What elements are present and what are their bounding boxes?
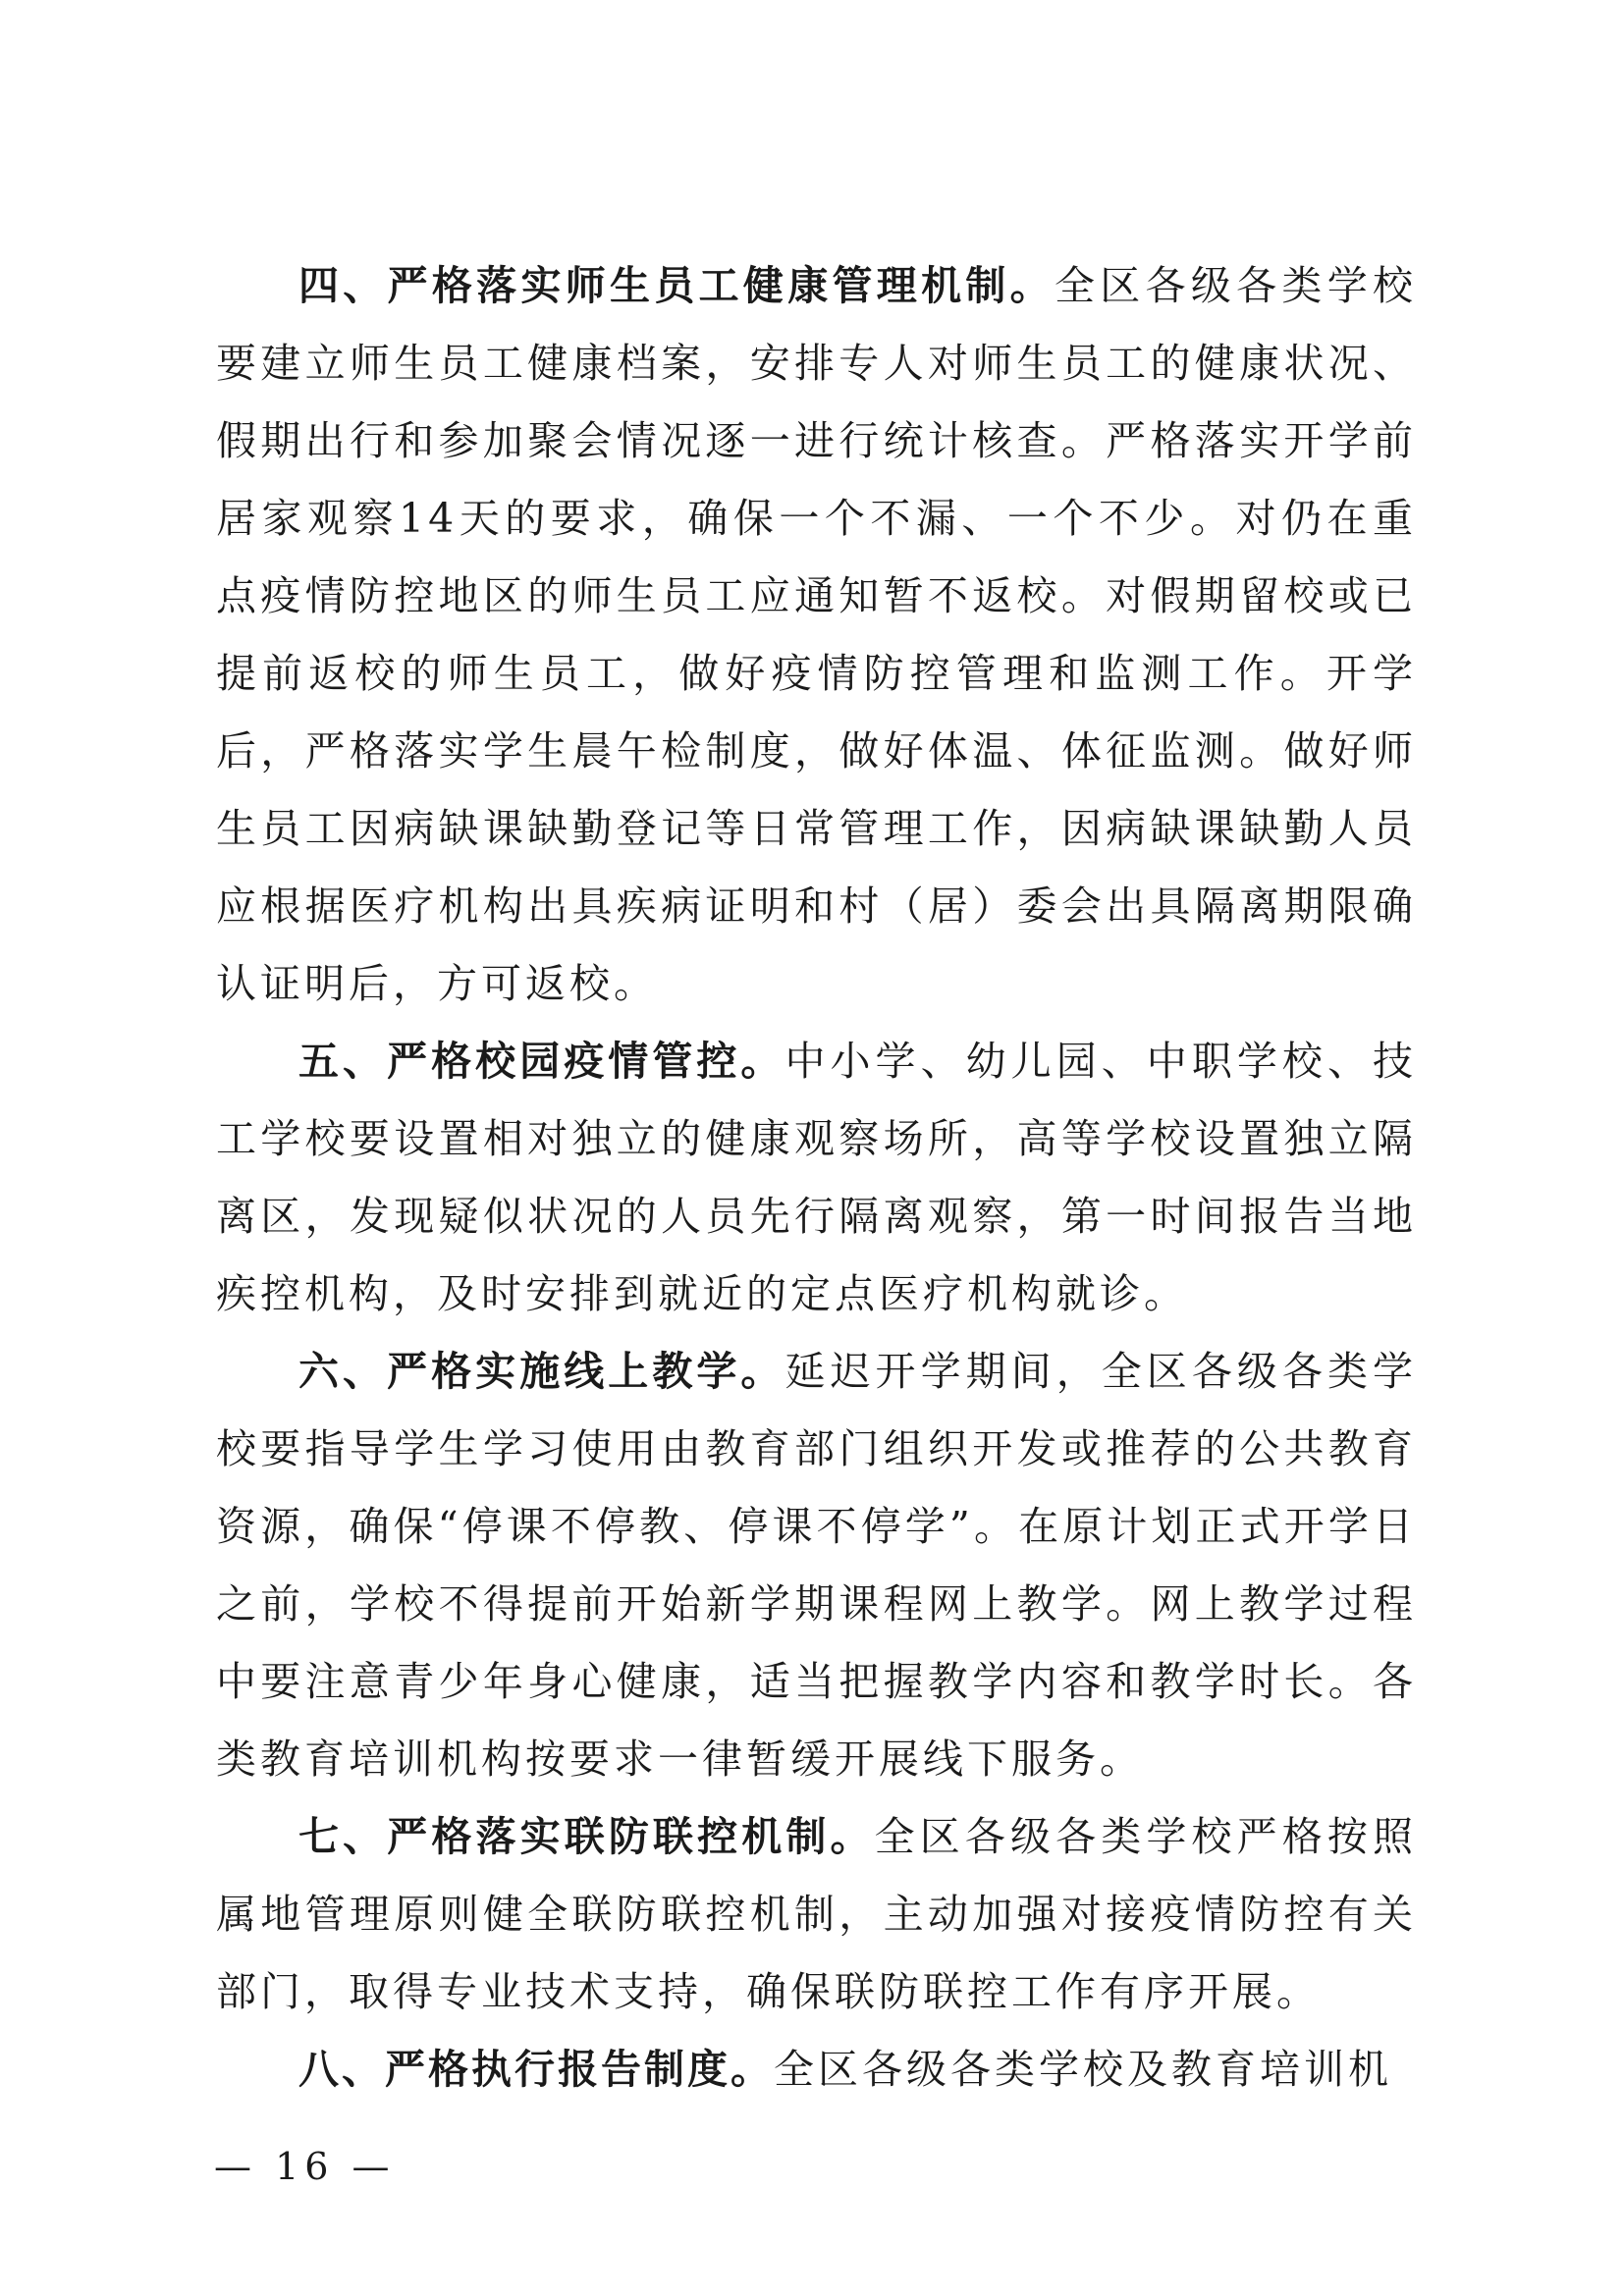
- section-4-paragraph: [216, 247, 1417, 1023]
- section-7-text: 全区各级各类学校严格按照属地管理原则健全联防联控机制，主动加强对接疫情防控有关部门，取得专业技术支持，确保联防联控工作有序开展。: [216, 1813, 1417, 2015]
- section-5-text: 中小学、幼儿园、中职学校、技工学校要设置相对独立的健康观察场所，高等学校设置独立隔离区，发现疑似状况的人员先行隔离观察，第一时间报告当地疾控机构，及时安排到就近的定点医疗机构就诊。: [216, 1038, 1418, 1317]
- section-6-text: 延迟开学期间，全区各级各类学校要指导学生学习使用由教育部门组织开发或推荐的公共教育资源，确保“停课不停教、停课不停学”。在原计划正式开学日之前，学校不得提前开始新学期课程网上教学。网上教学过程中要注意青少年身心健康，适当把握教学内容和教学时长。各类教育培训机构按要求一律暂缓开展线下服务。: [216, 1348, 1418, 1783]
- section-7-heading: 七、严格落实联防联控机制。: [298, 1813, 875, 1860]
- section-4-heading: 四、严格落实师生员工健康管理机制。: [298, 262, 1055, 309]
- section-8-heading: 八、严格执行报告制度。: [298, 2046, 774, 2093]
- section-5-paragraph: [216, 1023, 1417, 1333]
- section-7-paragraph: [216, 1798, 1417, 2031]
- section-8-text: 全区各级各类学校及教育培训机: [774, 2046, 1392, 2093]
- section-8-paragraph: [216, 2031, 1417, 2109]
- page-number: — 16 —: [214, 2145, 396, 2188]
- section-5-heading: 五、严格校园疫情管控。: [298, 1038, 785, 1085]
- section-4-text: 全区各级各类学校要建立师生员工健康档案，安排专人对师生员工的健康状况、假期出行和参加聚会情况逐一进行统计核查。严格落实开学前居家观察14天的要求，确保一个不漏、一个不少。对仍在重点疫情防控地区的师生员工应通知暂不返校。对假期留校或已提前返校的师生员工，做好疫情防控管理和监测工作。开学后，严格落实学生晨午检制度，做好体温、体征监测。做好师生员工因病缺课缺勤登记等日常管理工作，因病缺课缺勤人员应根据医疗机构出具疾病证明和村（居）委会出具隔离期限确认证明后，方可返校。: [216, 262, 1418, 1007]
- document-body: [216, 247, 1417, 2109]
- section-6-heading: 六、严格实施线上教学。: [298, 1348, 785, 1395]
- section-6-paragraph: [216, 1333, 1417, 1798]
